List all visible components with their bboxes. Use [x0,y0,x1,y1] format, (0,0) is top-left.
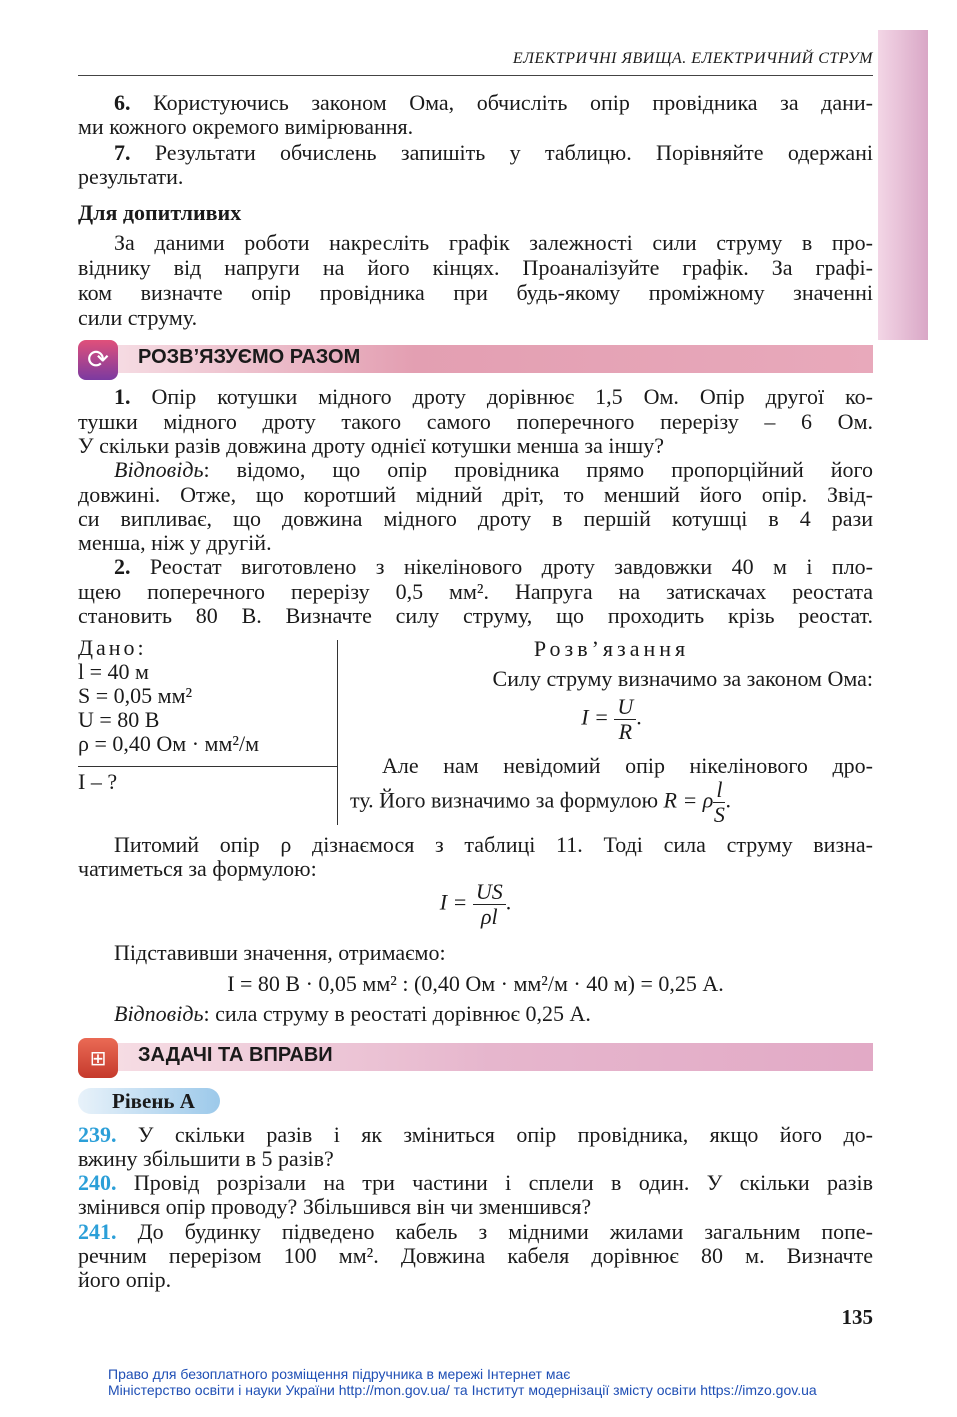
text-line: У скільки разів довжина дроту однієї котушки менша за іншу? [78,433,664,458]
task-number: 1. [114,384,131,409]
text-line: речним перерізом 100 мм². Довжина кабеля дорівнює 80 м. Визначте [78,1243,873,1268]
section-title: РОЗВ’ЯЗУЄМО РАЗОМ [138,346,361,368]
step-6 [78,90,873,116]
text-line: результати. [78,164,184,189]
text-line: змінився опір проводу? Збільшився він чи зменшився? [78,1194,592,1219]
footer-line: Міністерство освіти і науки України http://mon.gov.ua/ та Інститут модернізації змісту освіти https://imzo.gov.ua [108,1382,817,1398]
step-number: 7. [114,140,131,165]
text: Реостат виготовлено з нікелінового дроту завдовжки 40 м і пло- [149,554,873,579]
calculation: I = 80 В · 0,05 мм² : (0,40 Ом · мм²/м · 40 м) = 0,25 А. [227,971,724,996]
fraction [614,695,636,744]
formula-lhs: I = [581,704,609,730]
answer-2 [78,1001,873,1027]
numerator: l [713,778,725,803]
text-line: си випливає, що довжина мідного дроту в першій котушці в 4 рази [78,506,873,531]
numerator: US [473,880,506,905]
section-title: ЗАДАЧІ ТА ВПРАВИ [138,1044,333,1066]
level-label: Рівень А [112,1089,195,1113]
formula-lhs: R = ρ [663,787,714,813]
step-7 [78,140,873,166]
exercise-number: 239. [78,1122,117,1147]
text-line: Але нам невідомий опір нікелінового дро- [382,753,873,778]
given-item: S = 0,05 мм² [78,683,193,708]
denominator: ρl [481,904,498,929]
denominator: R [618,719,633,744]
section-exercises [78,1038,873,1074]
formula-lhs: I = [439,889,468,915]
solution-title: Розв’язання [533,636,690,661]
text: Користуючись законом Ома, обчисліть опір провідника за дани- [153,90,873,115]
given-item: l = 40 м [78,659,149,684]
task-number: 2. [114,554,131,579]
text-line: чатиметься за формулою: [78,856,317,881]
exercise-241 [78,1219,873,1245]
task-1 [78,384,873,410]
text: До будинку підведено кабель з мідними жилами загальним попе- [137,1219,873,1244]
answer-label: Відповідь [114,1001,204,1026]
given-block [78,636,338,794]
text-line: щею поперечного перерізу 0,5 мм². Напруга на затискачах реостата [78,579,873,604]
denominator: S [713,802,725,827]
text-line: За даними роботи накресліть графік залежності сили струму в про- [114,230,873,255]
fraction [473,880,506,929]
exercise-239 [78,1122,873,1148]
text-line: Питомий опір ρ дізнаємося з таблиці 11. Тоді сила струму визна- [114,832,873,857]
text-line: вжину збільшити в 5 разів? [78,1146,334,1171]
header-rule [78,75,873,76]
text: Результати обчислень запишіть у таблицю. Порівняйте одержані [154,140,874,165]
running-header: ЕЛЕКТРИЧНІ ЯВИЩА. ЕЛЕКТРИЧНИЙ СТРУМ [512,50,873,67]
text: У скільки разів і як зміниться опір провідника, якщо його до- [137,1122,873,1147]
step-number: 6. [114,90,131,115]
answer-1 [78,457,873,483]
formula-resistance-line: ту. Його визначимо за формулою R = ρ $\frac{l}{S}$ . [350,777,731,827]
level-badge [78,1088,220,1114]
footer-line: Право для безоплатного розміщення підручника в мережі Інтернет має [108,1366,571,1382]
text-line: ком визначте опір провідника при будь-якому проміжному значенні [78,280,873,305]
text: : відомо, що опір провідника прямо пропорційний його [203,457,873,482]
given-divider [78,766,337,767]
exercise-number: 241. [78,1219,117,1244]
refresh-icon: ⟳ [78,340,118,380]
text: : сила струму в реостаті дорівнює 0,25 А. [203,1001,591,1026]
numerator: U [614,695,636,720]
given-item: ρ = 0,40 Ом · мм²/м [78,731,259,756]
text-line: віднику від напруги на його кінцях. Проаналізуйте графік. За графі- [78,255,873,280]
formula-current: I = $\frac{US}{\rho l}$ . [439,879,512,929]
text-line: тушки мідного дроту такого самого поперечного перерізу – 6 Ом. [78,409,873,434]
given-vertical-divider [337,640,338,825]
page-number: 135 [841,1305,873,1329]
text-line: Силу струму визначимо за законом Ома: [492,666,873,691]
find-item: I – ? [78,769,118,794]
text-line: сили струму. [78,305,198,330]
text-line: менша, ніж у другій. [78,530,272,555]
text-line: його опір. [78,1267,172,1292]
text: Опір котушки мідного дроту дорівнює 1,5 Ом. Опір другої ко- [151,384,873,409]
text-line: Підставивши значення, отримаємо: [114,940,446,965]
exercise-240 [78,1170,873,1196]
formula-ohm: I = $\frac{U}{R}$ . [581,694,642,744]
answer-label: Відповідь [114,457,204,482]
section-solve-together [78,340,873,376]
task-2 [78,554,873,580]
fraction [713,778,725,827]
curious-heading: Для допитливих [78,200,242,225]
exercise-number: 240. [78,1170,117,1195]
text-line: ми кожного окремого вимірювання. [78,114,414,139]
text-line: становить 80 В. Визначте силу струму, що проходить крізь реостат. [78,603,873,628]
hierarchy-icon: ⊞ [78,1038,118,1078]
text: Провід розрізали на три частини і сплели в один. У скільки разів [133,1170,874,1195]
page-edge-tab [878,30,928,340]
text-line: довжині. Отже, що коротший мідний дріт, то менший його опір. Звід- [78,482,873,507]
given-title: Дано: [78,635,147,660]
text: ту. Його визначимо за формулою [350,787,658,813]
given-item: U = 80 В [78,707,160,732]
